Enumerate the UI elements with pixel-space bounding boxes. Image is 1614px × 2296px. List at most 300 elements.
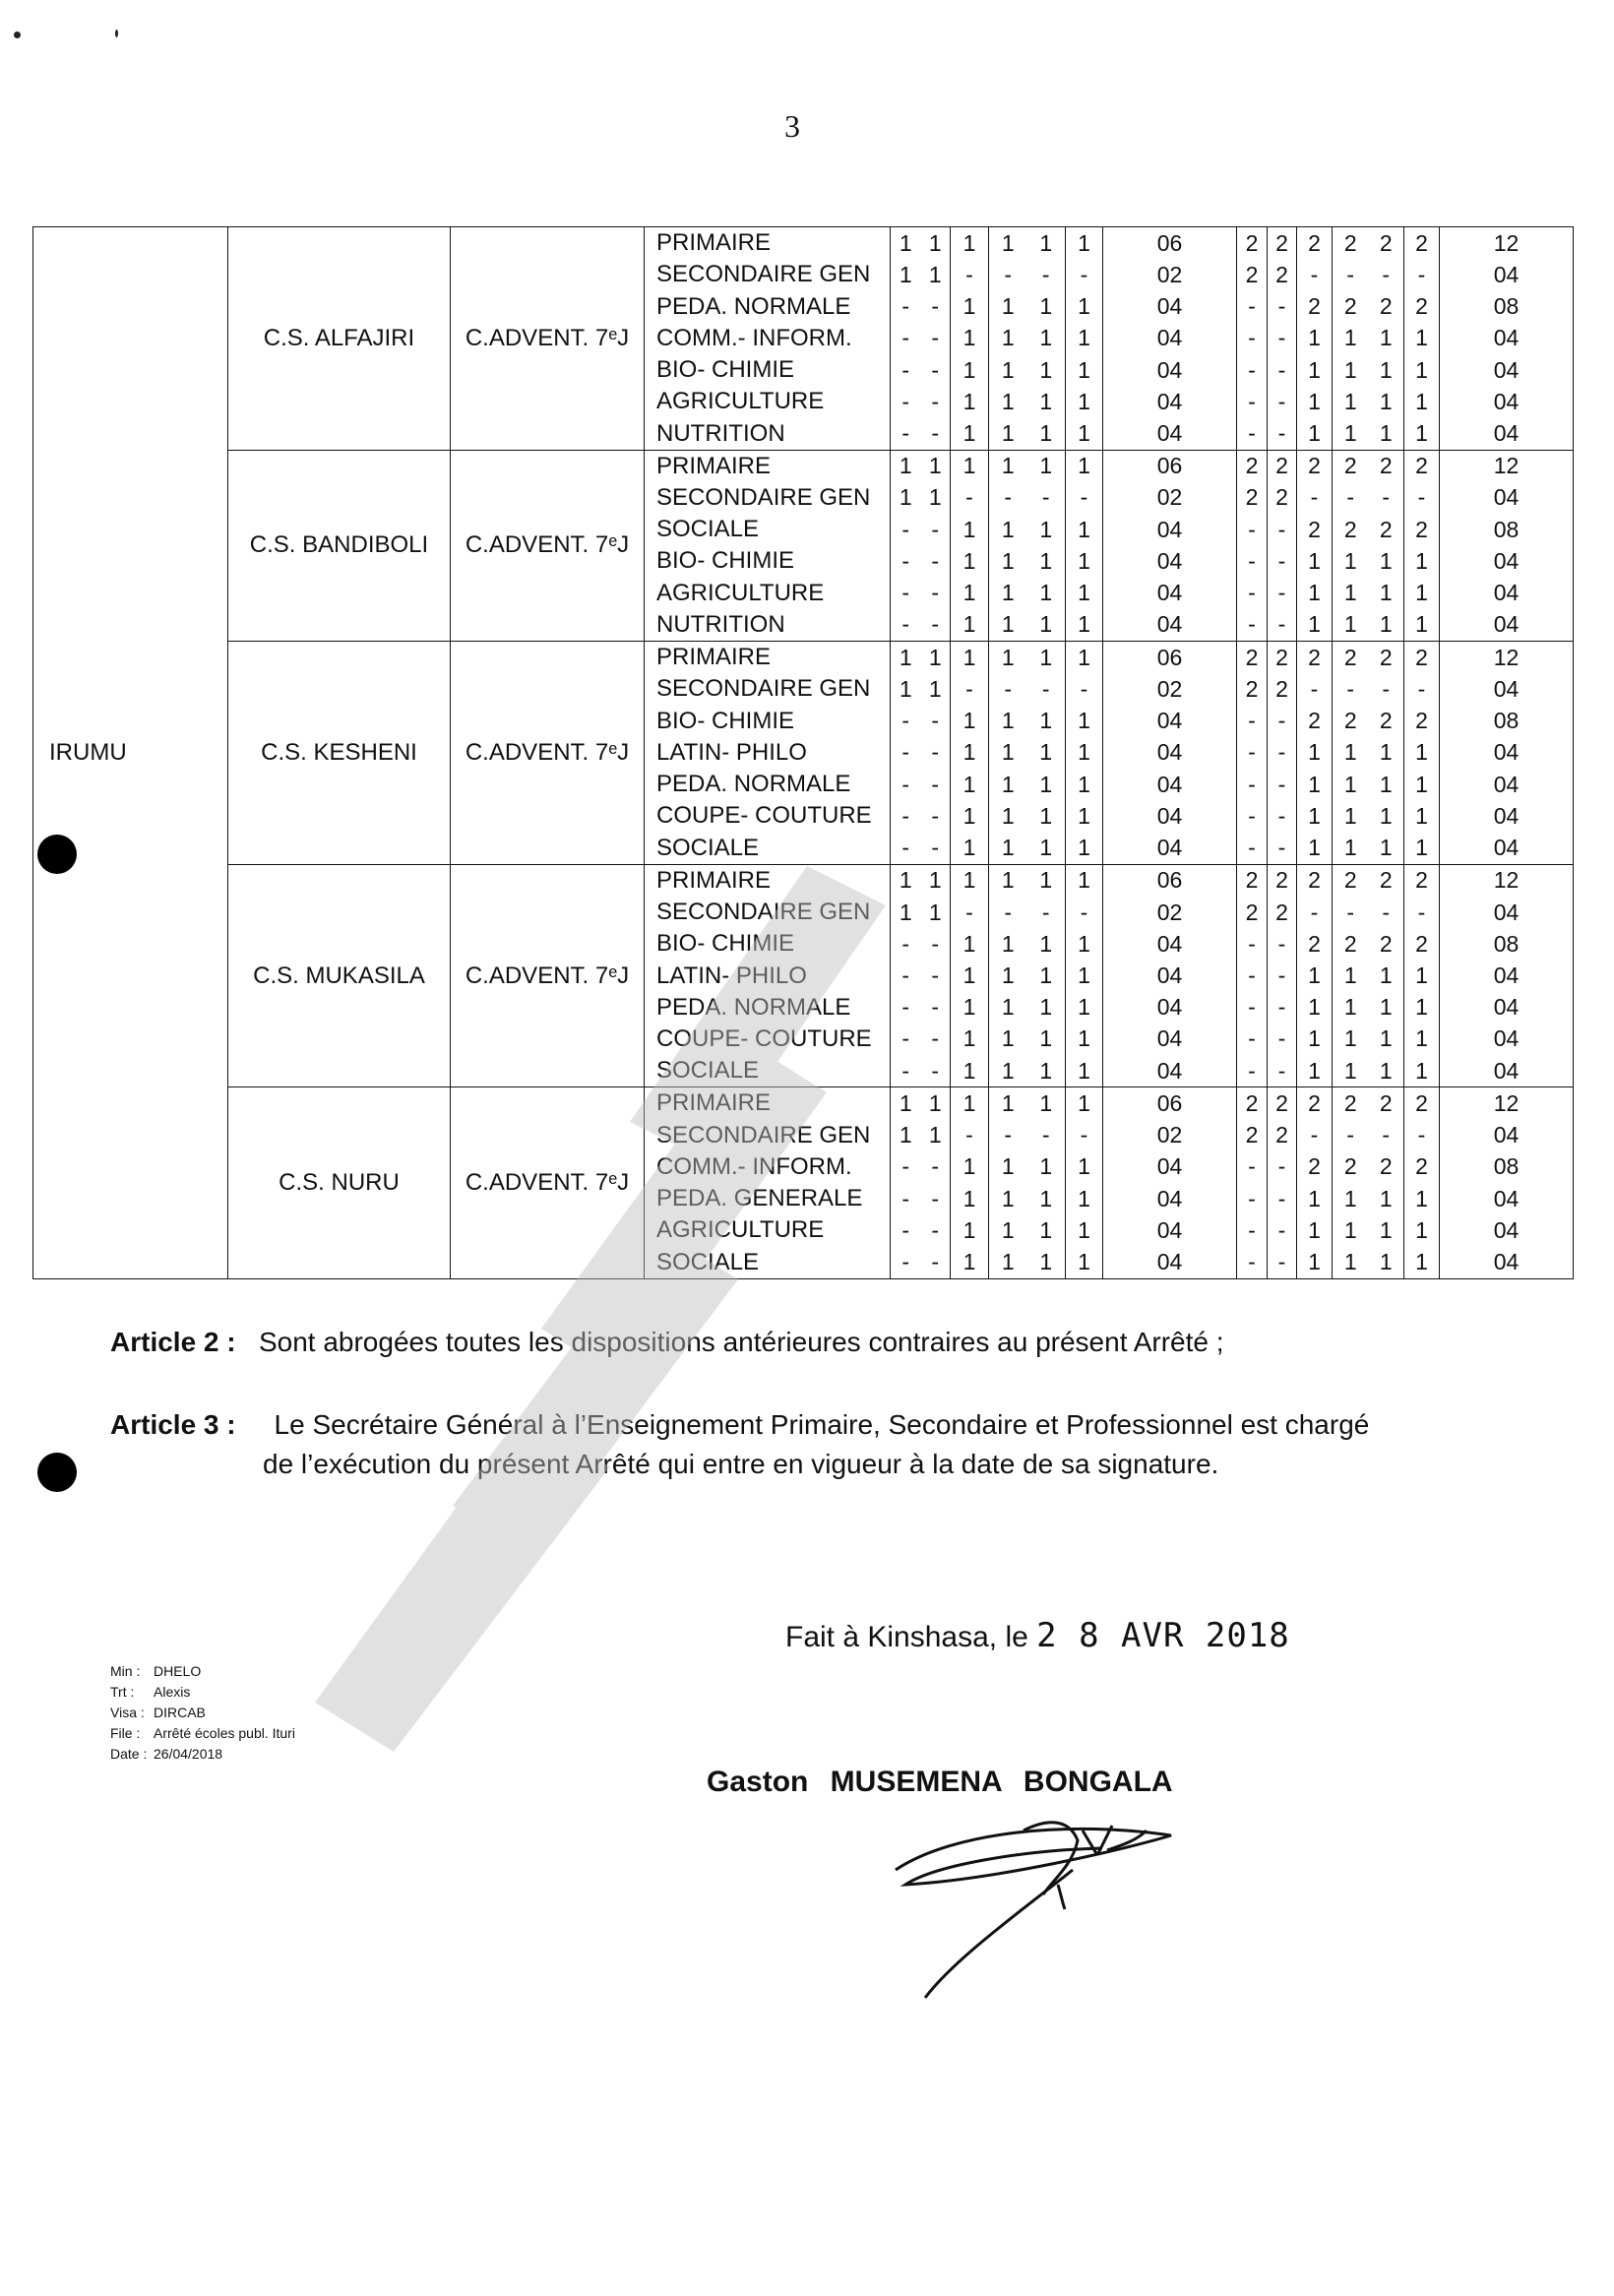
class-count-cell: 1 xyxy=(1027,450,1066,482)
staff-count-cell: 2 xyxy=(1237,897,1268,928)
class-count-cell: - xyxy=(931,1153,940,1180)
staff-count-cell: 2 xyxy=(1333,864,1369,897)
total-classes-cell: 04 xyxy=(1103,1055,1237,1087)
staff-count-cell: 1 xyxy=(1404,737,1440,769)
class-count-cell: 1 xyxy=(951,417,989,450)
staff-count-cell: - xyxy=(1268,769,1297,800)
total-classes-cell: 04 xyxy=(1103,706,1237,737)
staff-count-cell: 1 xyxy=(1333,1183,1369,1214)
staff-count-cell: 2 xyxy=(1268,482,1297,514)
class-count-cell: - xyxy=(931,771,940,797)
staff-count-cell: 2 xyxy=(1237,1120,1268,1151)
staff-count-cell: - xyxy=(1268,800,1297,832)
class-count-cell: 1 xyxy=(1039,1057,1053,1084)
option-cell: AGRICULTURE xyxy=(645,386,891,417)
total-classes-cell: 04 xyxy=(1103,737,1237,769)
class-count-cell: - xyxy=(891,514,921,545)
staff-count-cell: - xyxy=(1268,1214,1297,1246)
staff-count-cell: 1 xyxy=(1379,611,1393,638)
class-count-cell: 1 xyxy=(1066,450,1103,482)
school-name-cell: C.S. KESHENI xyxy=(228,642,451,865)
staff-count-cell: 1 xyxy=(1333,578,1369,609)
total-staff-cell: 04 xyxy=(1440,673,1574,705)
staff-count-cell: - xyxy=(1237,545,1268,577)
staff-count-cell: 2 xyxy=(1379,1153,1393,1180)
staff-count-cell: 1 xyxy=(1404,1024,1440,1055)
class-count-cell: 1 xyxy=(1039,547,1053,574)
class-count-cell: - xyxy=(931,580,940,606)
school-name-cell: C.S. NURU xyxy=(228,1087,451,1279)
class-count-cell: 1 xyxy=(1039,994,1053,1021)
staff-count-cell: 1 xyxy=(1333,1024,1369,1055)
class-count-cell: 1 xyxy=(1066,642,1103,674)
article-2-label: Article 2 : xyxy=(110,1327,236,1357)
total-staff-cell: 04 xyxy=(1440,259,1574,290)
class-count-cell: 1 xyxy=(1039,325,1053,351)
class-count-cell: - xyxy=(989,259,1027,290)
staff-count-cell: - xyxy=(1297,673,1333,705)
class-count-cell: 1 xyxy=(891,1087,921,1120)
staff-count-cell: 1 xyxy=(1379,994,1393,1021)
staff-count-cell: 1 xyxy=(1404,800,1440,832)
staff-count-cell: 1 xyxy=(1297,323,1333,354)
staff-count-cell: 1 xyxy=(1297,1024,1333,1055)
staff-count-cell: 1 xyxy=(1333,1247,1369,1279)
option-cell: PEDA. GENERALE xyxy=(645,1183,891,1214)
class-count-cell: 1 xyxy=(951,642,989,674)
option-cell: BIO- CHIMIE xyxy=(645,354,891,386)
staff-count-cell: 1 xyxy=(1404,960,1440,991)
option-cell: PRIMAIRE xyxy=(645,1087,891,1120)
option-cell: COUPE- COUTURE xyxy=(645,1024,891,1055)
class-count-cell: 1 xyxy=(928,675,942,702)
class-count-cell: 1 xyxy=(891,673,921,705)
staff-count-cell: 1 xyxy=(1333,832,1369,864)
class-count-cell: - xyxy=(1041,675,1050,702)
staff-count-cell: 1 xyxy=(1379,1185,1393,1211)
staff-count-cell: 2 xyxy=(1297,1151,1333,1183)
class-count-cell: 1 xyxy=(951,450,989,482)
staff-count-cell: 2 xyxy=(1404,928,1440,960)
class-count-cell: 1 xyxy=(951,1087,989,1120)
class-count-cell: - xyxy=(891,1183,921,1214)
staff-count-cell: 2 xyxy=(1268,673,1297,705)
class-count-cell: - xyxy=(1041,899,1050,925)
staff-count-cell: 2 xyxy=(1404,864,1440,897)
option-cell: BIO- CHIMIE xyxy=(645,545,891,577)
staff-count-cell: 2 xyxy=(1268,1087,1297,1120)
staff-count-cell: - xyxy=(1382,899,1391,925)
staff-count-cell: 2 xyxy=(1237,450,1268,482)
staff-count-cell: 1 xyxy=(1333,609,1369,642)
table-row xyxy=(33,642,1574,674)
class-count-cell: 1 xyxy=(891,1120,921,1151)
class-count-cell: 1 xyxy=(1039,802,1053,829)
class-count-cell: 1 xyxy=(1066,769,1103,800)
class-count-cell: 1 xyxy=(951,227,989,260)
meta-trt-value: Alexis xyxy=(154,1684,191,1700)
staff-count-cell: 2 xyxy=(1379,708,1393,734)
staff-count-cell: 2 xyxy=(1333,514,1369,545)
staff-count-cell: - xyxy=(1237,1214,1268,1246)
total-classes-cell: 04 xyxy=(1103,1183,1237,1214)
staff-count-cell: - xyxy=(1404,673,1440,705)
class-count-cell: 1 xyxy=(1039,1153,1053,1180)
staff-count-cell: 1 xyxy=(1297,386,1333,417)
class-count-cell: 1 xyxy=(1066,1247,1103,1279)
class-count-cell: 1 xyxy=(1066,800,1103,832)
staff-count-cell: 2 xyxy=(1268,450,1297,482)
staff-count-cell: - xyxy=(1268,1151,1297,1183)
staff-count-cell: 2 xyxy=(1404,706,1440,737)
option-cell: COMM.- INFORM. xyxy=(645,323,891,354)
class-count-cell: 1 xyxy=(951,992,989,1024)
staff-count-cell: 2 xyxy=(1404,227,1440,260)
class-count-cell: 1 xyxy=(951,1055,989,1087)
class-count-cell: 1 xyxy=(1039,708,1053,734)
class-count-cell: - xyxy=(891,609,921,642)
staff-count-cell: 2 xyxy=(1297,928,1333,960)
class-count-cell: 1 xyxy=(989,737,1027,769)
school-management-cell: C.ADVENT. 7ᵉJ xyxy=(451,1087,645,1279)
class-count-cell: 1 xyxy=(989,642,1027,674)
staff-count-cell: - xyxy=(1237,992,1268,1024)
staff-count-cell: 2 xyxy=(1237,1087,1268,1120)
staff-count-cell: 1 xyxy=(1297,354,1333,386)
staff-count-cell: - xyxy=(1237,1151,1268,1183)
class-count-cell: - xyxy=(891,832,921,864)
staff-count-cell: 2 xyxy=(1404,1151,1440,1183)
staff-count-cell: - xyxy=(1237,832,1268,864)
class-count-cell: 1 xyxy=(1039,356,1053,383)
class-count-cell: 1 xyxy=(891,897,921,928)
staff-count-cell: 1 xyxy=(1297,609,1333,642)
staff-count-cell: 1 xyxy=(1379,771,1393,797)
class-count-cell: 1 xyxy=(1066,992,1103,1024)
school-name-cell: C.S. BANDIBOLI xyxy=(228,450,451,641)
total-classes-cell: 04 xyxy=(1103,609,1237,642)
staff-count-cell: 2 xyxy=(1268,227,1297,260)
school-management-cell: C.ADVENT. 7ᵉJ xyxy=(451,642,645,865)
class-count-cell: - xyxy=(931,356,940,383)
class-count-cell: 1 xyxy=(1066,1055,1103,1087)
class-count-cell: 1 xyxy=(951,1214,989,1246)
meta-file-label: File : xyxy=(110,1725,141,1741)
staff-count-cell: 1 xyxy=(1379,325,1393,351)
class-count-cell: 1 xyxy=(1039,930,1053,957)
staff-count-cell: - xyxy=(1237,354,1268,386)
staff-count-cell: 2 xyxy=(1237,673,1268,705)
staff-count-cell: - xyxy=(1237,737,1268,769)
staff-count-cell: - xyxy=(1237,769,1268,800)
class-count-cell: - xyxy=(989,673,1027,705)
staff-count-cell: 2 xyxy=(1333,1087,1369,1120)
staff-count-cell: 1 xyxy=(1379,1025,1393,1052)
option-cell: BIO- CHIMIE xyxy=(645,928,891,960)
class-count-cell: 1 xyxy=(1039,771,1053,797)
scan-speck xyxy=(14,31,21,38)
staff-count-cell: 1 xyxy=(1404,545,1440,577)
total-staff-cell: 04 xyxy=(1440,417,1574,450)
staff-count-cell: - xyxy=(1237,386,1268,417)
staff-count-cell: 1 xyxy=(1379,802,1393,829)
class-count-cell: 1 xyxy=(989,706,1027,737)
option-cell: SOCIALE xyxy=(645,514,891,545)
class-count-cell: 1 xyxy=(1066,417,1103,450)
class-count-cell: - xyxy=(989,897,1027,928)
staff-count-cell: - xyxy=(1268,386,1297,417)
class-count-cell: 1 xyxy=(891,864,921,897)
class-count-cell: - xyxy=(931,962,940,988)
class-count-cell: 1 xyxy=(989,992,1027,1024)
staff-count-cell: - xyxy=(1268,992,1297,1024)
article-3-text-line1: Le Secrétaire Général à l’Enseignement Primaire, Secondaire et Professionnel est chargé xyxy=(274,1409,1370,1440)
class-count-cell: - xyxy=(1041,484,1050,511)
option-cell: PRIMAIRE xyxy=(645,864,891,897)
total-classes-cell: 02 xyxy=(1103,259,1237,290)
date-stamp: 2 8 AVR 2018 xyxy=(1036,1616,1290,1655)
class-count-cell: 1 xyxy=(1066,864,1103,897)
total-classes-cell: 04 xyxy=(1103,290,1237,322)
meta-file-value: Arrêté écoles publ. Ituri xyxy=(154,1725,295,1741)
class-count-cell: - xyxy=(891,545,921,577)
total-staff-cell: 04 xyxy=(1440,897,1574,928)
total-classes-cell: 04 xyxy=(1103,323,1237,354)
staff-count-cell: 2 xyxy=(1237,864,1268,897)
class-count-cell: 1 xyxy=(1066,609,1103,642)
total-staff-cell: 12 xyxy=(1440,864,1574,897)
staff-count-cell: 2 xyxy=(1237,482,1268,514)
class-count-cell: - xyxy=(891,928,921,960)
total-classes-cell: 06 xyxy=(1103,642,1237,674)
class-count-cell: 1 xyxy=(921,642,951,674)
total-staff-cell: 12 xyxy=(1440,227,1574,260)
class-count-cell: - xyxy=(931,420,940,447)
meta-visa-label: Visa : xyxy=(110,1705,145,1720)
total-staff-cell: 04 xyxy=(1440,1120,1574,1151)
staff-count-cell: 2 xyxy=(1268,897,1297,928)
school-name-cell: C.S. MUKASILA xyxy=(228,864,451,1087)
place-label: Fait à Kinshasa, le xyxy=(785,1621,1028,1653)
class-count-cell: - xyxy=(891,578,921,609)
class-count-cell: 1 xyxy=(989,769,1027,800)
class-count-cell: 1 xyxy=(951,514,989,545)
class-count-cell: 1 xyxy=(928,1122,942,1148)
total-staff-cell: 04 xyxy=(1440,1055,1574,1087)
class-count-cell: - xyxy=(891,992,921,1024)
staff-count-cell: - xyxy=(1382,261,1391,287)
staff-count-cell: 2 xyxy=(1268,864,1297,897)
class-count-cell: 1 xyxy=(1039,1216,1053,1243)
staff-count-cell: 2 xyxy=(1333,227,1369,260)
staff-count-cell: 2 xyxy=(1297,1087,1333,1120)
staff-count-cell: - xyxy=(1404,482,1440,514)
staff-count-cell: - xyxy=(1297,259,1333,290)
class-count-cell: 1 xyxy=(1066,545,1103,577)
total-staff-cell: 04 xyxy=(1440,1214,1574,1246)
class-count-cell: - xyxy=(951,259,989,290)
class-count-cell: 1 xyxy=(1027,864,1066,897)
class-count-cell: 1 xyxy=(1039,835,1053,861)
staff-count-cell: 1 xyxy=(1404,832,1440,864)
staff-count-cell: 2 xyxy=(1237,259,1268,290)
total-staff-cell: 08 xyxy=(1440,1151,1574,1183)
class-count-cell: 1 xyxy=(989,386,1027,417)
class-count-cell: 1 xyxy=(989,323,1027,354)
option-cell: SECONDAIRE GEN xyxy=(645,897,891,928)
staff-count-cell: 2 xyxy=(1297,227,1333,260)
option-cell: COUPE- COUTURE xyxy=(645,800,891,832)
class-count-cell: 1 xyxy=(1039,516,1053,542)
class-count-cell: 1 xyxy=(951,354,989,386)
staff-count-cell: 1 xyxy=(1404,417,1440,450)
staff-count-cell: - xyxy=(1268,1247,1297,1279)
staff-count-cell: - xyxy=(1268,737,1297,769)
staff-count-cell: - xyxy=(1237,1247,1268,1279)
class-count-cell: - xyxy=(891,1151,921,1183)
class-count-cell: 1 xyxy=(1066,1024,1103,1055)
total-staff-cell: 12 xyxy=(1440,450,1574,482)
class-count-cell: - xyxy=(951,897,989,928)
staff-count-cell: 1 xyxy=(1404,609,1440,642)
staff-count-cell: - xyxy=(1237,1055,1268,1087)
option-cell: BIO- CHIMIE xyxy=(645,706,891,737)
class-count-cell: - xyxy=(931,388,940,414)
staff-count-cell: 2 xyxy=(1297,514,1333,545)
option-cell: SECONDAIRE GEN xyxy=(645,673,891,705)
class-count-cell: 1 xyxy=(1066,1214,1103,1246)
staff-count-cell: 1 xyxy=(1297,960,1333,991)
class-count-cell: - xyxy=(891,417,921,450)
class-count-cell: 1 xyxy=(989,1214,1027,1246)
total-staff-cell: 08 xyxy=(1440,514,1574,545)
class-count-cell: - xyxy=(931,835,940,861)
staff-count-cell: 1 xyxy=(1297,1055,1333,1087)
option-cell: PRIMAIRE xyxy=(645,642,891,674)
class-count-cell: - xyxy=(891,960,921,991)
punch-hole xyxy=(37,1453,77,1492)
staff-count-cell: - xyxy=(1237,1024,1268,1055)
total-staff-cell: 04 xyxy=(1440,800,1574,832)
staff-count-cell: - xyxy=(1268,545,1297,577)
class-count-cell: - xyxy=(891,1247,921,1279)
staff-count-cell: 2 xyxy=(1297,864,1333,897)
class-count-cell: - xyxy=(931,516,940,542)
class-count-cell: 1 xyxy=(891,450,921,482)
staff-count-cell: - xyxy=(1268,354,1297,386)
staff-count-cell: 2 xyxy=(1333,928,1369,960)
class-count-cell: - xyxy=(1066,673,1103,705)
staff-count-cell: 1 xyxy=(1297,1247,1333,1279)
staff-count-cell: 1 xyxy=(1404,323,1440,354)
staff-count-cell: 2 xyxy=(1297,290,1333,322)
staff-count-cell: 1 xyxy=(1297,769,1333,800)
page-number: 3 xyxy=(784,108,800,144)
staff-count-cell: - xyxy=(1268,832,1297,864)
region-cell: IRUMU xyxy=(33,227,228,1279)
class-count-cell: 1 xyxy=(989,1247,1027,1279)
staff-count-cell: 2 xyxy=(1268,1120,1297,1151)
staff-count-cell: - xyxy=(1268,514,1297,545)
option-cell: PRIMAIRE xyxy=(645,227,891,260)
class-count-cell: 1 xyxy=(951,578,989,609)
staff-count-cell: 1 xyxy=(1333,960,1369,991)
class-count-cell: 1 xyxy=(1066,1087,1103,1120)
staff-count-cell: 1 xyxy=(1404,1183,1440,1214)
class-count-cell: - xyxy=(1066,1120,1103,1151)
staff-count-cell: 1 xyxy=(1379,580,1393,606)
class-count-cell: 1 xyxy=(951,1024,989,1055)
staff-count-cell: 1 xyxy=(1379,388,1393,414)
staff-count-cell: 1 xyxy=(1333,1214,1369,1246)
staff-count-cell: 1 xyxy=(1297,832,1333,864)
staff-count-cell: 1 xyxy=(1379,356,1393,383)
class-count-cell: - xyxy=(931,325,940,351)
class-count-cell: 1 xyxy=(891,259,921,290)
total-classes-cell: 04 xyxy=(1103,514,1237,545)
option-cell: AGRICULTURE xyxy=(645,1214,891,1246)
total-classes-cell: 04 xyxy=(1103,992,1237,1024)
total-classes-cell: 04 xyxy=(1103,1151,1237,1183)
staff-count-cell: 1 xyxy=(1333,992,1369,1024)
meta-min-label: Min : xyxy=(110,1663,141,1679)
class-count-cell: - xyxy=(921,1247,951,1279)
staff-count-cell: - xyxy=(1237,928,1268,960)
staff-count-cell: - xyxy=(1237,800,1268,832)
class-count-cell: 1 xyxy=(951,832,989,864)
class-count-cell: 1 xyxy=(989,514,1027,545)
total-classes-cell: 04 xyxy=(1103,545,1237,577)
class-count-cell: - xyxy=(931,1025,940,1052)
class-count-cell: 1 xyxy=(1027,1087,1066,1120)
class-count-cell: 1 xyxy=(1066,960,1103,991)
staff-count-cell: 1 xyxy=(1333,323,1369,354)
total-classes-cell: 04 xyxy=(1103,386,1237,417)
class-count-cell: 1 xyxy=(1027,1247,1066,1279)
article-3-text-line2: de l’exécution du présent Arrêté qui entre en vigueur à la date de sa signature. xyxy=(263,1449,1219,1479)
staff-count-cell: - xyxy=(1404,1120,1440,1151)
class-count-cell: - xyxy=(931,293,940,320)
total-classes-cell: 06 xyxy=(1103,227,1237,260)
class-count-cell: 1 xyxy=(951,928,989,960)
class-count-cell: 1 xyxy=(951,1247,989,1279)
staff-count-cell: 2 xyxy=(1268,259,1297,290)
staff-count-cell: 2 xyxy=(1333,642,1369,674)
class-count-cell: 1 xyxy=(928,261,942,287)
total-classes-cell: 02 xyxy=(1103,1120,1237,1151)
class-count-cell: - xyxy=(891,1024,921,1055)
class-count-cell: - xyxy=(989,1120,1027,1151)
class-count-cell: 1 xyxy=(989,832,1027,864)
class-count-cell: 1 xyxy=(989,928,1027,960)
staff-count-cell: - xyxy=(1333,897,1369,928)
class-count-cell: 1 xyxy=(1039,1185,1053,1211)
total-classes-cell: 04 xyxy=(1103,928,1237,960)
class-count-cell: 1 xyxy=(1066,737,1103,769)
scan-speck xyxy=(115,30,118,37)
total-staff-cell: 04 xyxy=(1440,323,1574,354)
class-count-cell: 1 xyxy=(951,769,989,800)
staff-count-cell: 1 xyxy=(1333,417,1369,450)
meta-min-value: DHELO xyxy=(154,1663,202,1679)
class-count-cell: 1 xyxy=(1066,514,1103,545)
staff-count-cell: - xyxy=(1333,1120,1369,1151)
staff-count-cell: 1 xyxy=(1297,737,1333,769)
class-count-cell: - xyxy=(891,706,921,737)
staff-count-cell: - xyxy=(1382,484,1391,511)
staff-count-cell: - xyxy=(1268,417,1297,450)
staff-count-cell: - xyxy=(1268,290,1297,322)
